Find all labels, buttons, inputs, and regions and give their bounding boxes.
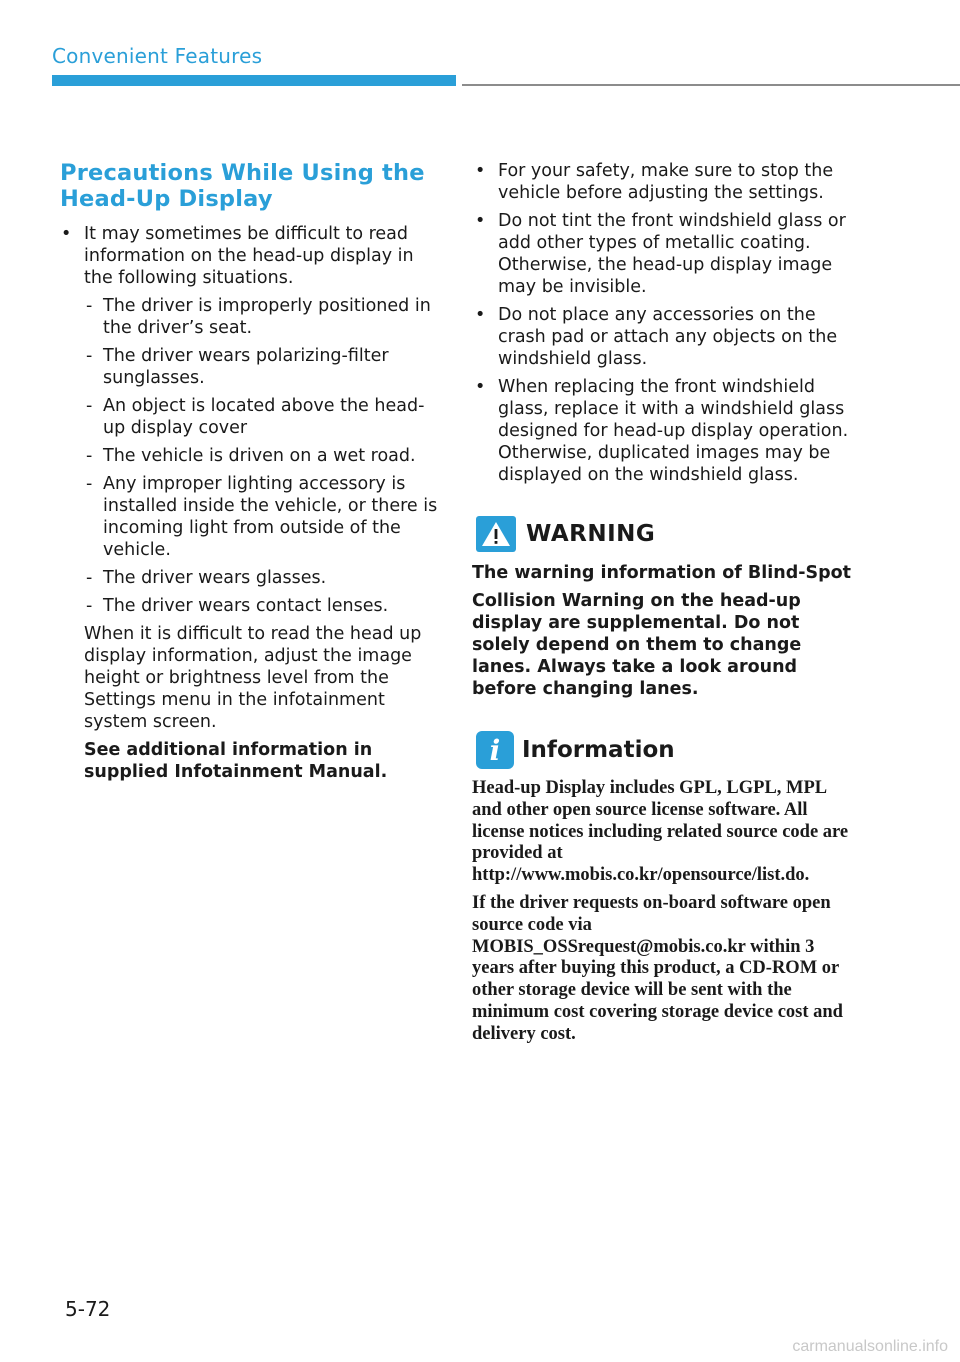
list-item: • For your safety, make sure to stop the vehicle before adjusting the settings. bbox=[472, 160, 857, 204]
warning-line2: Collision Warning on the head-up display are supplemental. Do not solely depend on them to change lanes. Always take a look around before changing lanes. bbox=[472, 591, 802, 699]
warning-line1: The warning information of Blind-Spot bbox=[472, 563, 852, 583]
section-title bbox=[60, 160, 443, 212]
information-heading bbox=[476, 730, 857, 770]
section-title-line2: Head-Up Display bbox=[60, 186, 273, 212]
precautions-list bbox=[58, 223, 443, 617]
info-icon: i bbox=[476, 731, 514, 769]
situation-item: - The vehicle is driven on a wet road. bbox=[58, 445, 443, 467]
section-title-line1: Precautions While Using the bbox=[60, 160, 425, 186]
situation-item: - The driver wears glasses. bbox=[58, 567, 443, 589]
information-body bbox=[472, 778, 857, 1046]
adjust-paragraph: When it is difficult to read the head up display information, adjust the image height or brightness level from the Settings menu in the infotainment system screen. bbox=[84, 624, 422, 732]
watermark: carmanualsonline.info bbox=[792, 1338, 948, 1355]
header-bar-rule bbox=[462, 84, 960, 86]
warning-triangle-icon bbox=[476, 516, 516, 552]
left-column bbox=[58, 160, 443, 789]
list-item: • Do not tint the front windshield glass or add other types of metallic coating. Otherwise, the head-up display image may be invisible. bbox=[472, 210, 857, 298]
safety-list bbox=[472, 160, 857, 486]
warning-heading bbox=[476, 516, 857, 552]
warning-body bbox=[472, 562, 857, 700]
situation-item: - The driver is improperly positioned in the driver’s seat. bbox=[58, 295, 443, 339]
situation-item: - The driver wears polarizing-filter sunglasses. bbox=[58, 345, 443, 389]
header-bar-accent bbox=[52, 75, 456, 86]
information-para1: Head-up Display includes GPL, LGPL, MPL and other open source license software. All license notices including related source code are provided at http://www.mobis.co.kr/opensource/list.do. bbox=[472, 778, 849, 886]
information-label: Information bbox=[522, 737, 675, 763]
header-title: Convenient Features bbox=[52, 44, 263, 68]
situation-item: - Any improper lighting accessory is installed inside the vehicle, or there is incoming light from outside of the vehicle. bbox=[58, 473, 443, 561]
information-para2: If the driver requests on-board software open source code via MOBIS_OSSrequest@mobis.co.kr within 3 years after buying this product, a CD-ROM or other storage device will be sent with the minimum cost covering storage device cost and delivery cost. bbox=[472, 892, 843, 1044]
warning-label: WARNING bbox=[526, 521, 656, 547]
page-number: 5-72 bbox=[65, 1297, 111, 1321]
right-column bbox=[472, 160, 857, 1052]
list-item: • When replacing the front windshield glass, replace it with a windshield glass designed for head-up display operation. Otherwise, duplicated images may be displayed on the windshield glass. bbox=[472, 376, 857, 486]
bullet-intro: It may sometimes be difficult to read information on the head-up display in the following situations. bbox=[84, 224, 414, 288]
situations-list bbox=[58, 295, 443, 617]
see-manual-paragraph: See additional information in supplied Infotainment Manual. bbox=[84, 740, 388, 782]
situation-item: - The driver wears contact lenses. bbox=[58, 595, 443, 617]
list-item bbox=[58, 223, 443, 617]
list-item: • Do not place any accessories on the crash pad or attach any objects on the windshield glass. bbox=[472, 304, 857, 370]
situation-item: - An object is located above the head-up display cover bbox=[58, 395, 443, 439]
